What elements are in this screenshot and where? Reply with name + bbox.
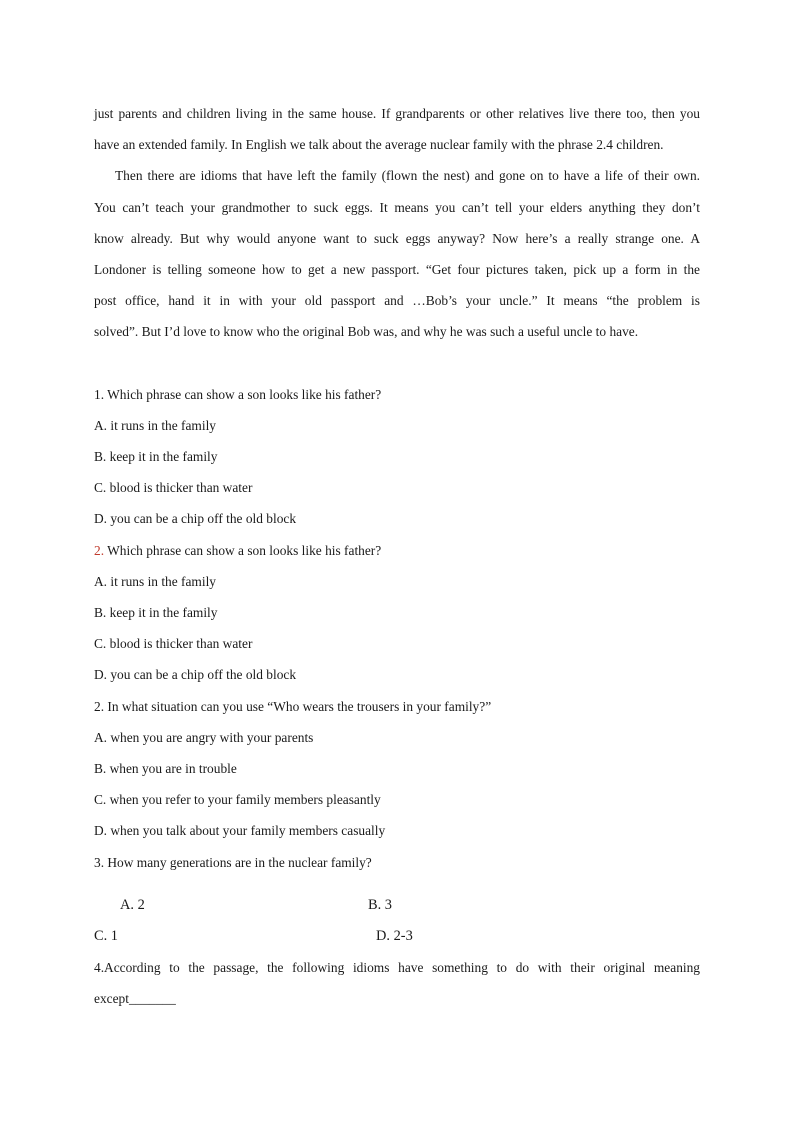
passage-line: know already. But why would anyone want to suck eggs anyway? Now here’s a really strange one. A bbox=[94, 230, 700, 246]
option-b: B. keep it in the family bbox=[94, 449, 218, 465]
option-b: B. 3 bbox=[368, 896, 392, 913]
question-text: Which phrase can show a son looks like his father? bbox=[104, 542, 382, 558]
options-row-2 bbox=[94, 921, 700, 952]
option-a: A. it runs in the family bbox=[94, 573, 216, 589]
option-c: C. 1 bbox=[94, 927, 118, 944]
option-d: D. when you talk about your family members casually bbox=[94, 823, 386, 839]
passage-line: Then there are idioms that have left the family (flown the nest) and gone on to have a life of their own. bbox=[115, 168, 700, 184]
document-body bbox=[94, 98, 700, 1014]
option-b: B. when you are in trouble bbox=[94, 760, 237, 776]
option-a: A. 2 bbox=[120, 896, 145, 913]
question-4 bbox=[94, 952, 700, 1014]
question-number: 2. bbox=[94, 542, 105, 558]
passage-line: solved”. But I’d love to know who the original Bob was, and why he was such a useful uncle to have. bbox=[94, 324, 639, 340]
passage-line: Londoner is telling someone how to get a new passport. “Get four pictures taken, pick up a form in the bbox=[94, 261, 700, 277]
option-c: C. when you refer to your family members pleasantly bbox=[94, 792, 381, 808]
option-a: A. it runs in the family bbox=[94, 417, 216, 433]
question-stem-line: 4.According to the passage, the following idioms have something to do with their original meaning bbox=[94, 960, 700, 976]
passage-line: just parents and children living in the same house. If grandparents or other relatives live there too, then you bbox=[94, 106, 700, 121]
option-d: D. 2-3 bbox=[376, 927, 413, 944]
question-stem: 2. In what situation can you use “Who wears the trousers in your family?” bbox=[94, 698, 492, 714]
question-stem: 3. How many generations are in the nuclear family? bbox=[94, 854, 372, 870]
option-c: C. blood is thicker than water bbox=[94, 636, 253, 652]
passage-line: You can’t teach your grandmother to suck eggs. It means you can’t tell your elders anything they don’t bbox=[94, 199, 700, 215]
question-3 bbox=[94, 847, 700, 953]
question-stem-line: except_______ bbox=[94, 991, 176, 1007]
option-a: A. when you are angry with your parents bbox=[94, 729, 314, 745]
option-c: C. blood is thicker than water bbox=[94, 480, 253, 496]
option-d: D. you can be a chip off the old block bbox=[94, 511, 297, 527]
passage-line: have an extended family. In English we talk about the average nuclear family with the phrase 2.4 children. bbox=[94, 137, 664, 153]
spacer bbox=[94, 348, 700, 379]
option-b: B. keep it in the family bbox=[94, 605, 218, 620]
passage-line: post office, hand it in with your old passport and …Bob’s your uncle.” It means “the problem is bbox=[94, 293, 700, 309]
question-stem bbox=[94, 535, 700, 566]
question-1 bbox=[94, 379, 700, 535]
option-d: D. you can be a chip off the old block bbox=[94, 667, 297, 683]
question-stem: 1. Which phrase can show a son looks like his father? bbox=[94, 386, 382, 402]
question-1-repeat bbox=[94, 535, 700, 691]
passage bbox=[94, 98, 700, 348]
options-row-1 bbox=[94, 890, 700, 921]
question-2 bbox=[94, 691, 700, 847]
